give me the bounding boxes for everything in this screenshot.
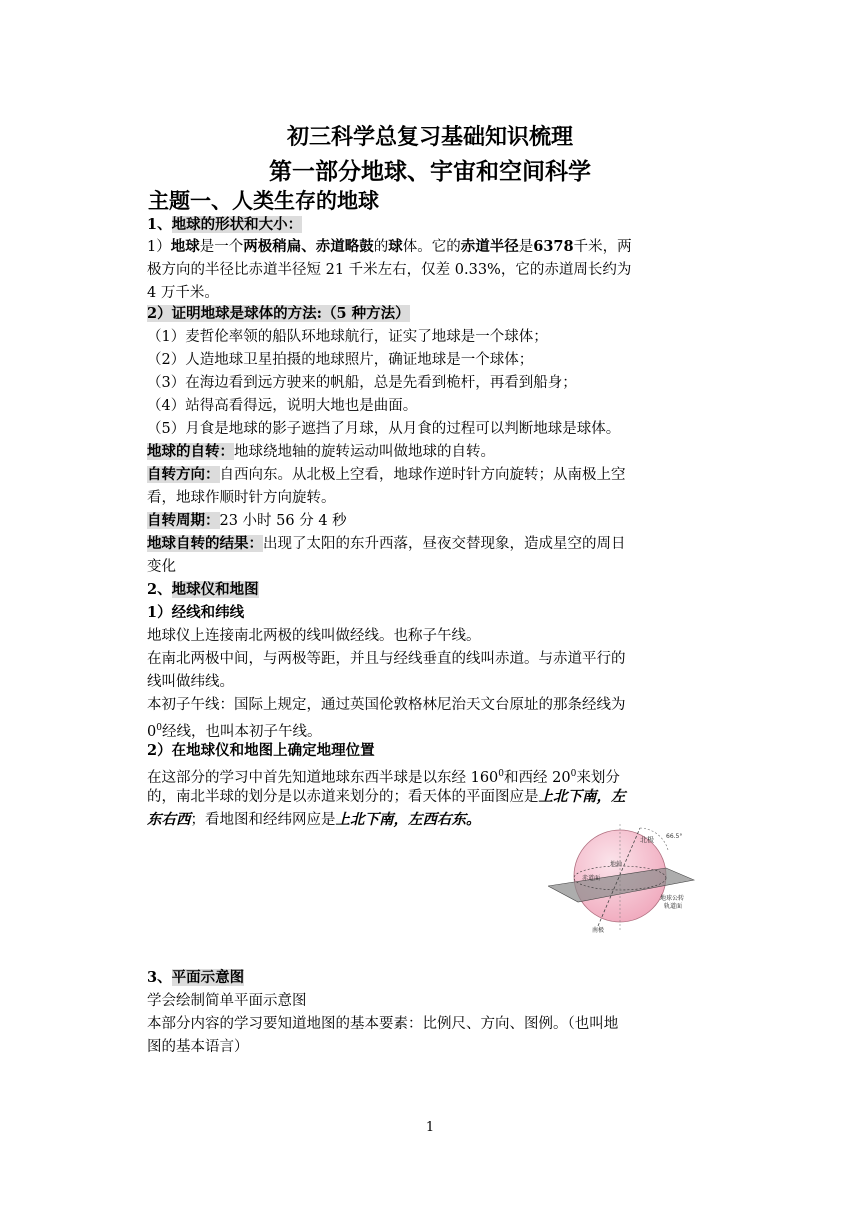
axis-label: 地轴: [610, 861, 623, 868]
part-title: 第一部分地球、宇宙和空间科学: [269, 159, 591, 185]
page-number: 1: [425, 1120, 435, 1135]
proof-item: （5）月食是地球的影子遮挡了月球，从月食的过程可以判断地球是球体。: [147, 421, 621, 437]
shape-paragraph-line-2: 极方向的半径比赤道半径短 21 千米左右，仅差 0.33%，它的赤道周长约为: [147, 262, 632, 278]
rotation-result-line-2: 变化: [147, 559, 176, 575]
equator-label: 赤道面: [582, 875, 601, 882]
body-line: 东右西；看地图和经纬网应是上北下南，左西右东。: [147, 811, 481, 828]
subheading-location: 2）在地球仪和地图上确定地理位置: [147, 742, 375, 759]
body-line: 地球仪上连接南北两极的线叫做经线。也称子午线。: [147, 628, 481, 644]
north-pole-label: 北极: [640, 836, 654, 844]
body-line: 本部分内容的学习要知道地图的基本要素：比例尺、方向、图例。（也叫地: [147, 1016, 619, 1032]
proof-item: （2）人造地球卫星拍摄的地球照片，确证地球是一个球体；: [147, 352, 534, 368]
subheading-meridians: 1）经线和纬线: [147, 604, 245, 621]
rotation-direction-line-1: 自转方向：自西向东。从北极上空看，地球作逆时针方向旋转；从南极上空: [147, 466, 626, 483]
rotation-result-line-1: 地球自转的结果：出现了太阳的东升西落，昼夜交替现象，造成星空的周日: [147, 535, 626, 552]
section-1-heading: 1、地球的形状和大小：: [147, 216, 303, 233]
body-line: 线叫做纬线。: [147, 674, 234, 690]
section-2-heading: 2、地球仪和地图: [147, 581, 259, 598]
body-line: 在南北两极中间，与两极等距，并且与经线垂直的线叫赤道。与赤道平行的: [147, 651, 626, 667]
rotation-period: 自转周期：23 小时 56 分 4 秒: [147, 512, 347, 529]
orbit-label: 地球公转: [660, 895, 685, 902]
proof-heading: 2）证明地球是球体的方法:（5 种方法）: [147, 305, 410, 322]
shape-paragraph-line-3: 4 万千米。: [147, 285, 219, 301]
body-line: 的，南北半球的划分是以赤道来划分的；看天体的平面图应是上北下南，左: [147, 788, 626, 805]
angle-label: 66.5°: [666, 833, 683, 840]
earth-axis-diagram: [548, 820, 712, 936]
rotation-definition: 地球的自转：地球绕地轴的旋转运动叫做地球的自转。: [147, 443, 495, 460]
document-title: 初三科学总复习基础知识梳理: [286, 125, 573, 150]
body-line: 图的基本语言）: [147, 1039, 249, 1055]
proof-item: （3）在海边看到远方驶来的帆船，总是先看到桅杆，再看到船身；: [147, 375, 577, 391]
south-pole-label: 南极: [592, 927, 605, 934]
proof-item: （4）站得高看得远，说明大地也是曲面。: [147, 398, 418, 414]
orbit-label-2: 轨道面: [664, 903, 683, 910]
body-line: 在这部分的学习中首先知道地球东西半球是以东经 $160^0$和西经 $20^0$来划分: [147, 769, 620, 786]
section-3-heading: 3、平面示意图: [147, 969, 245, 986]
theme-title: 主题一、人类生存的地球: [148, 189, 379, 213]
shape-paragraph-line-1: 1）地球是一个两极稍扁、赤道略鼓的球体。它的赤道半径是6378千米，两: [147, 238, 632, 255]
body-line: $0^0$经线，也叫本初子午线。: [147, 723, 322, 740]
body-line: 学会绘制简单平面示意图: [147, 993, 307, 1009]
rotation-direction-line-2: 看，地球作顺时针方向旋转。: [147, 490, 336, 506]
body-line: 本初子午线：国际上规定，通过英国伦敦格林尼治天文台原址的那条经线为: [147, 697, 626, 713]
proof-item: （1）麦哲伦率领的船队环地球航行，证实了地球是一个球体；: [147, 329, 548, 345]
